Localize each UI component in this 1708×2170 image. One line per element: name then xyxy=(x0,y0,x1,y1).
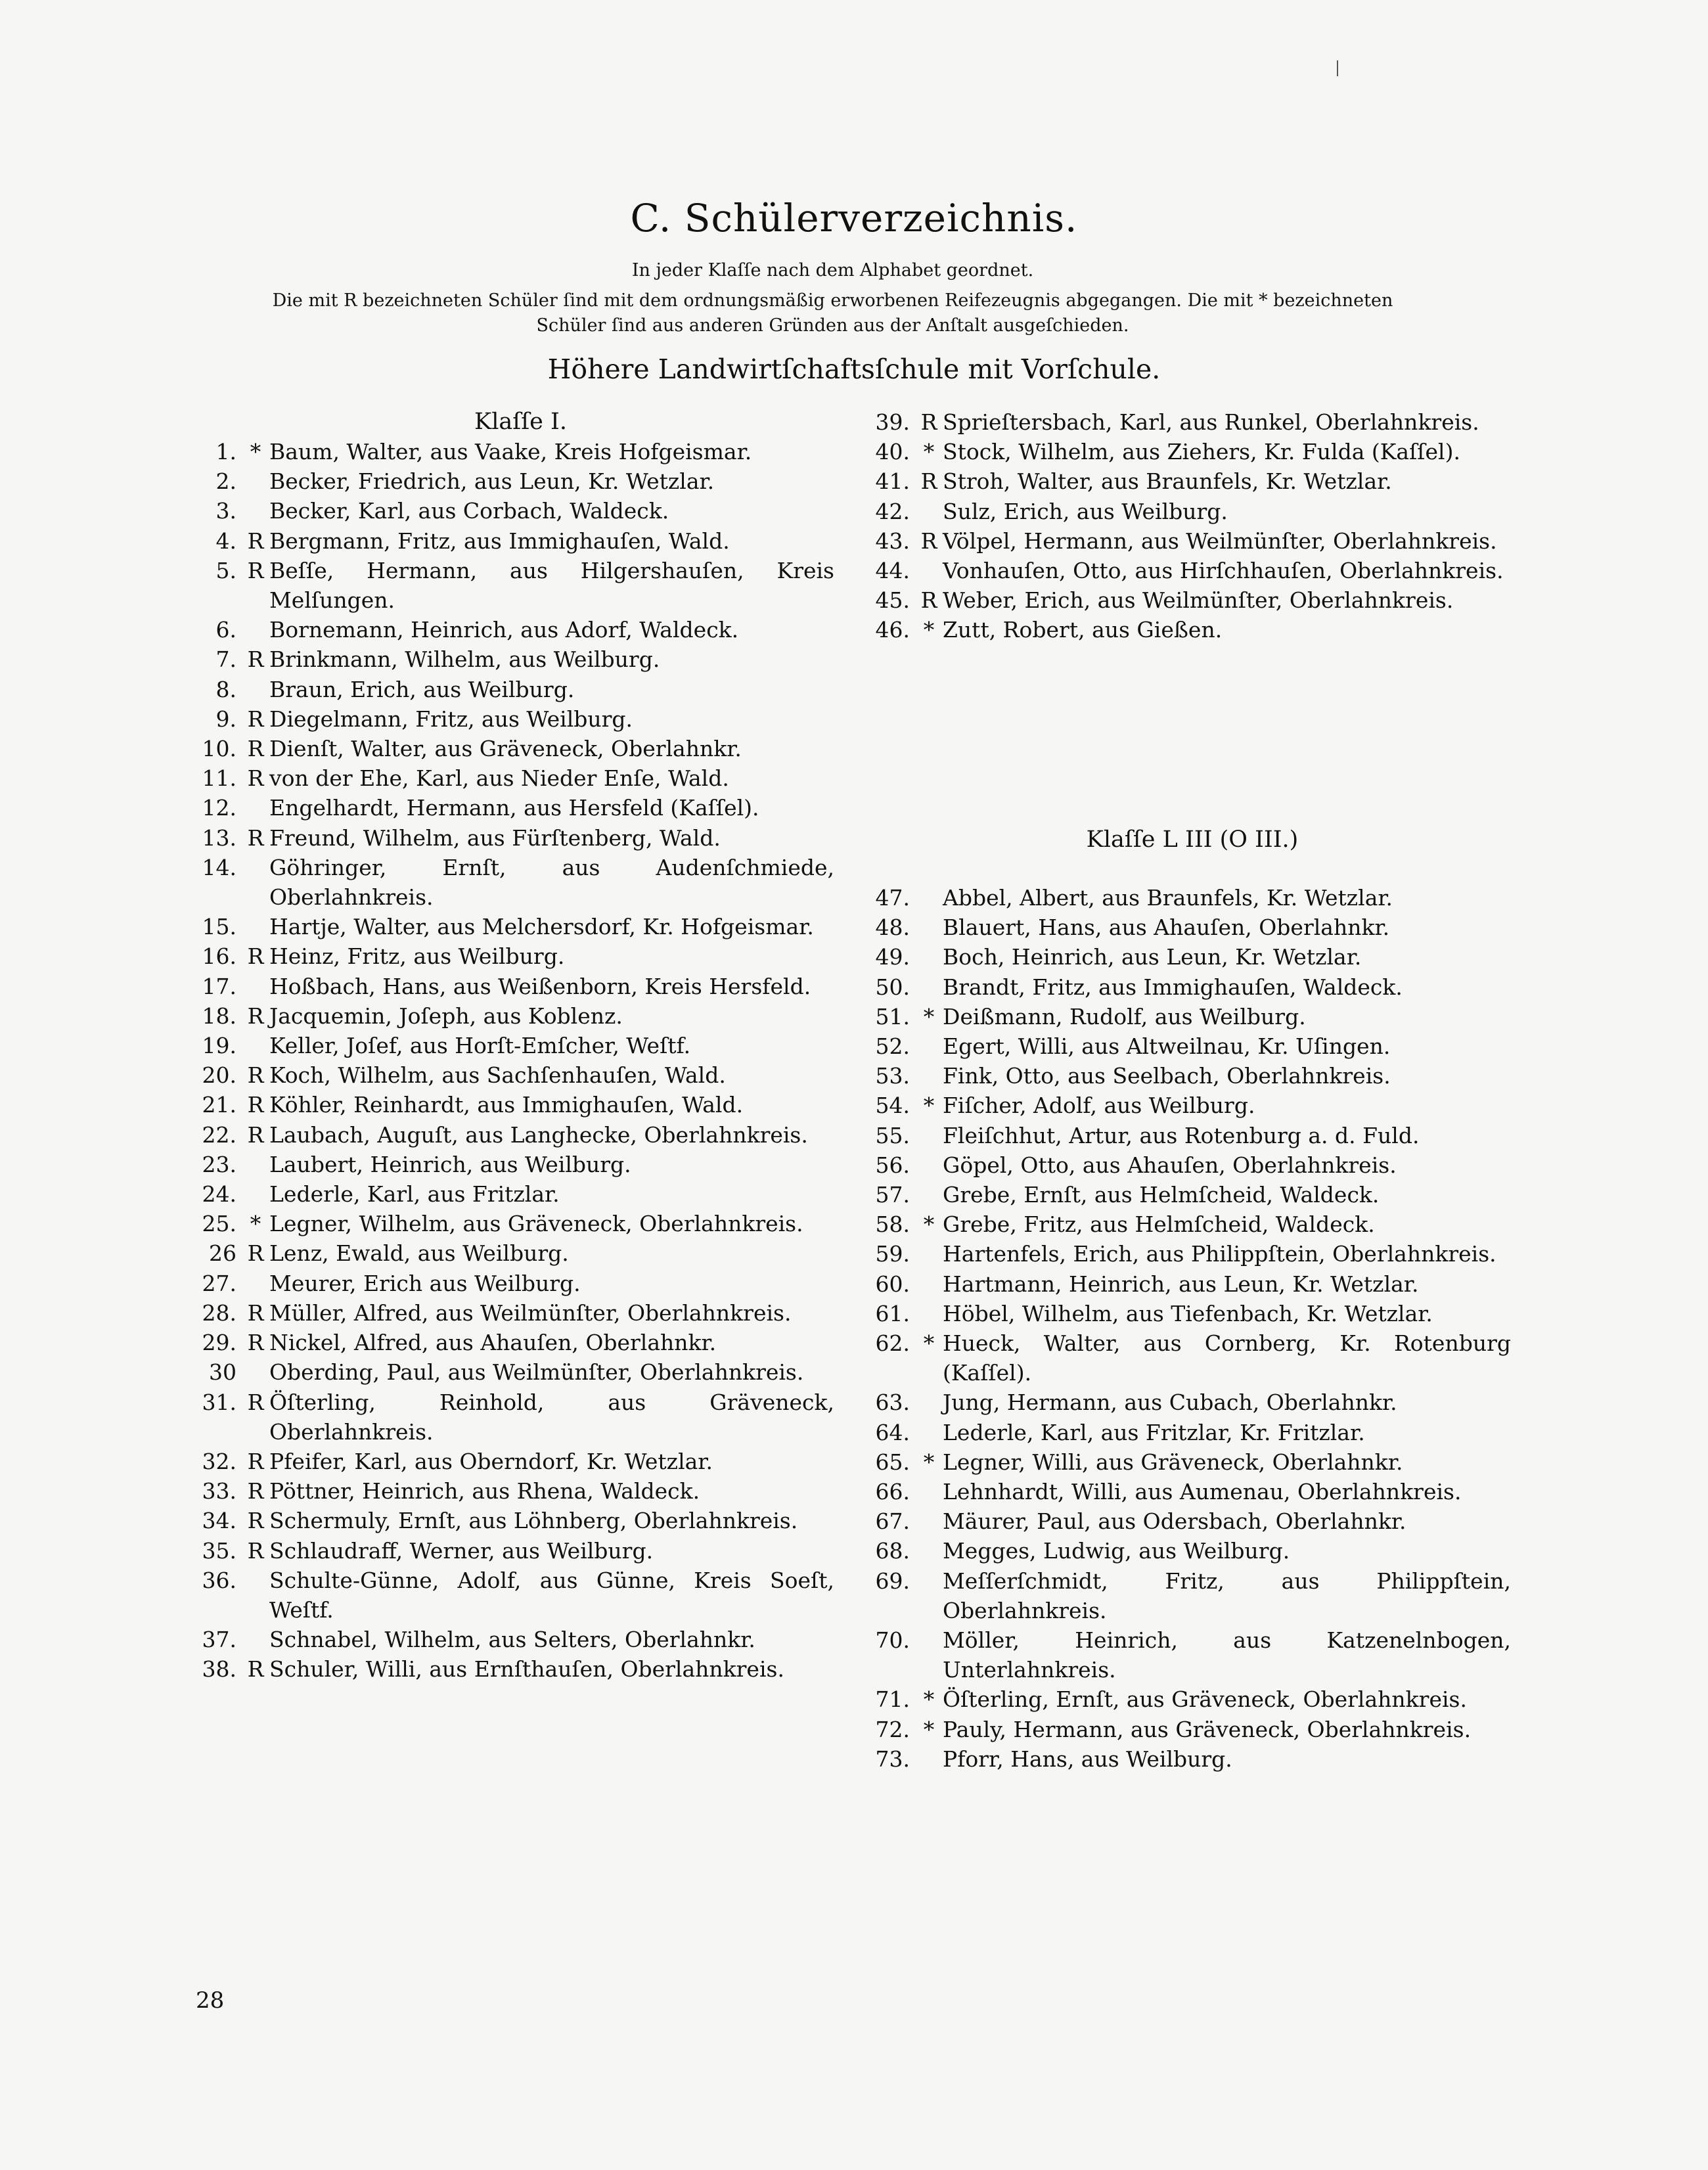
entry-number: 2. xyxy=(215,468,236,495)
student-entry xyxy=(197,1566,834,1625)
entry-text: Brandt, Fritz, aus Immighauſen, Waldeck. xyxy=(943,974,1403,1000)
student-entry xyxy=(197,1238,834,1268)
entry-number: 46. xyxy=(875,617,910,643)
entry-text: Grebe, Ernſt, aus Helmſcheid, Waldeck. xyxy=(943,1182,1380,1208)
entry-number: 43. xyxy=(875,528,910,554)
entry-mark: * xyxy=(923,1093,935,1119)
page-title: C. Schülerverzeichnis. xyxy=(630,196,1078,240)
entry-number: 38. xyxy=(202,1656,236,1683)
entry-number: 62. xyxy=(875,1330,910,1357)
entry-mark: R xyxy=(247,765,264,792)
student-entry xyxy=(870,556,1511,585)
student-entry xyxy=(870,1418,1511,1447)
student-entry xyxy=(197,941,834,971)
entry-text: Sulz, Erich, aus Weilburg. xyxy=(943,498,1228,524)
entry-mark: R xyxy=(247,736,264,762)
entry-number: 36. xyxy=(202,1567,236,1593)
entry-number: 73. xyxy=(875,1746,910,1772)
entry-text: Bornemann, Heinrich, aus Adorf, Waldeck. xyxy=(269,617,739,643)
entry-text: Hartmann, Heinrich, aus Leun, Kr. Wetzlar. xyxy=(943,1271,1419,1297)
entry-number: 68. xyxy=(875,1538,910,1564)
entry-number: 56. xyxy=(875,1152,910,1178)
entry-number: 41. xyxy=(875,468,910,495)
entry-text: Göpel, Otto, aus Ahauſen, Oberlahnkreis. xyxy=(943,1152,1397,1178)
entry-mark: R xyxy=(247,1537,264,1564)
student-list-left xyxy=(197,437,834,1684)
note-line-1: In jeder Klaſſe nach dem Alphabet geordnet. xyxy=(631,260,1034,281)
entry-text: Abbel, Albert, aus Braunfels, Kr. Wetzlar. xyxy=(943,885,1393,911)
student-entry xyxy=(197,1476,834,1506)
entry-text: Jacquemin, Joſeph, aus Koblenz. xyxy=(269,1003,623,1029)
entry-mark: * xyxy=(250,439,261,464)
entry-number: 20. xyxy=(202,1062,236,1089)
class-1-heading: Klaſſe I. xyxy=(474,409,567,435)
entry-mark: R xyxy=(247,557,264,583)
entry-text: Beſſe, Hermann, aus Hilgershauſen, Kreis Melſungen. xyxy=(269,557,834,614)
entry-number: 59. xyxy=(875,1241,910,1267)
entry-text: Meſſerſchmidt, Fritz, aus Philippſtein, Oberlahnkreis. xyxy=(943,1568,1511,1623)
student-entry xyxy=(197,466,834,496)
student-entry xyxy=(870,1269,1511,1299)
entry-number: 19. xyxy=(202,1033,236,1059)
entry-text: Höbel, Wilhelm, aus Tiefenbach, Kr. Wetzlar. xyxy=(943,1300,1433,1326)
entry-number: 21. xyxy=(202,1092,236,1118)
entry-text: Mäurer, Paul, aus Odersbach, Oberlahnkr. xyxy=(943,1508,1406,1535)
entry-number: 48. xyxy=(875,915,910,941)
entry-number: 8. xyxy=(215,676,236,702)
entry-number: 63. xyxy=(875,1390,910,1416)
entry-number: 71. xyxy=(875,1686,910,1713)
entry-number: 33. xyxy=(202,1478,236,1504)
student-entry xyxy=(870,1239,1511,1269)
entry-number: 54. xyxy=(875,1093,910,1119)
student-entry xyxy=(870,1684,1511,1714)
entry-mark: R xyxy=(247,1389,264,1415)
entry-text: Jung, Hermann, aus Cubach, Oberlahnkr. xyxy=(943,1390,1397,1416)
entry-text: Baum, Walter, aus Vaake, Kreis Hofgeismar. xyxy=(269,439,752,464)
entry-text: Legner, Wilhelm, aus Gräveneck, Oberlahnkreis. xyxy=(269,1211,803,1237)
entry-number: 27. xyxy=(202,1270,236,1296)
student-entry xyxy=(197,1328,834,1357)
student-entry xyxy=(197,1506,834,1535)
entry-text: Fink, Otto, aus Seelbach, Oberlahnkreis. xyxy=(943,1063,1391,1089)
entry-text: Schlaudraff, Werner, aus Weilburg. xyxy=(269,1537,654,1564)
entry-number: 30 xyxy=(209,1359,236,1386)
student-entry xyxy=(870,1002,1511,1031)
entry-number: 5. xyxy=(215,557,236,583)
student-entry xyxy=(870,1150,1511,1180)
entry-mark: * xyxy=(923,1449,935,1475)
entry-text: Lederle, Karl, aus Fritzlar, Kr. Fritzlar. xyxy=(943,1419,1365,1445)
entry-text: Egert, Willi, aus Altweilnau, Kr. Uſingen. xyxy=(943,1033,1391,1060)
entry-number: 69. xyxy=(875,1568,910,1594)
entry-number: 44. xyxy=(875,558,910,584)
entry-number: 6. xyxy=(215,617,236,643)
entry-text: Lenz, Ewald, aus Weilburg. xyxy=(269,1240,569,1267)
entry-text: Bergmann, Fritz, aus Immighauſen, Wald. xyxy=(269,528,730,554)
student-entry xyxy=(870,437,1511,466)
entry-number: 13. xyxy=(202,825,236,851)
entry-number: 4. xyxy=(215,528,236,554)
entry-mark: * xyxy=(923,1211,935,1238)
student-entry xyxy=(870,1744,1511,1774)
entry-number: 55. xyxy=(875,1122,910,1148)
student-entry xyxy=(197,1150,834,1179)
student-entry xyxy=(870,1447,1511,1477)
entry-mark: * xyxy=(923,1330,935,1357)
entry-mark: * xyxy=(250,1211,261,1237)
entry-text: Blauert, Hans, aus Ahauſen, Oberlahnkr. xyxy=(943,915,1390,941)
student-entry xyxy=(870,883,1511,913)
print-speck xyxy=(1337,60,1338,76)
entry-text: Weber, Erich, aus Weilmünſter, Oberlahnkreis. xyxy=(943,587,1454,614)
entry-mark: R xyxy=(247,1062,264,1089)
student-entry xyxy=(197,526,834,556)
student-entry xyxy=(870,1536,1511,1566)
entry-number: 22. xyxy=(202,1121,236,1148)
entry-number: 51. xyxy=(875,1003,910,1029)
entry-number: 61. xyxy=(875,1300,910,1326)
entry-text: Dienſt, Walter, aus Gräveneck, Oberlahnkr. xyxy=(269,736,742,762)
entry-text: Stock, Wilhelm, aus Ziehers, Kr. Fulda (Kaſſel). xyxy=(943,439,1460,465)
student-entry xyxy=(870,1180,1511,1209)
entry-text: Megges, Ludwig, aus Weilburg. xyxy=(943,1538,1290,1564)
student-entry xyxy=(197,644,834,674)
entry-mark: R xyxy=(920,468,937,495)
entry-mark: R xyxy=(247,1656,264,1683)
entry-number: 29. xyxy=(202,1330,236,1356)
entry-text: Stroh, Walter, aus Braunfels, Kr. Wetzlar. xyxy=(943,468,1392,495)
student-entry xyxy=(197,675,834,704)
student-entry xyxy=(197,793,834,823)
entry-mark: R xyxy=(247,1330,264,1356)
entry-number: 52. xyxy=(875,1033,910,1060)
entry-text: Völpel, Hermann, aus Weilmünſter, Oberlahnkreis. xyxy=(943,528,1497,554)
student-entry xyxy=(870,1121,1511,1150)
entry-mark: * xyxy=(923,1716,935,1742)
student-entry xyxy=(870,1477,1511,1506)
entry-text: Freund, Wilhelm, aus Fürſtenberg, Wald. xyxy=(269,825,721,851)
entry-number: 49. xyxy=(875,944,910,970)
entry-mark: R xyxy=(247,646,264,673)
student-entry xyxy=(870,1061,1511,1091)
entry-number: 28. xyxy=(202,1300,236,1326)
entry-number: 64. xyxy=(875,1419,910,1445)
student-entry xyxy=(197,1536,834,1566)
student-entry xyxy=(197,734,834,763)
student-entry xyxy=(870,1506,1511,1536)
entry-text: Boch, Heinrich, aus Leun, Kr. Wetzlar. xyxy=(943,944,1362,970)
entry-number: 16. xyxy=(202,943,236,970)
entry-number: 39. xyxy=(875,409,910,435)
entry-text: Becker, Karl, aus Corbach, Waldeck. xyxy=(269,498,669,524)
entry-number: 58. xyxy=(875,1211,910,1238)
entry-mark: R xyxy=(247,1300,264,1326)
entry-text: Laubach, Auguſt, aus Langhecke, Oberlahnkreis. xyxy=(269,1121,808,1148)
page-number: 28 xyxy=(196,1987,225,2014)
student-entry xyxy=(197,1120,834,1150)
student-entry xyxy=(197,1090,834,1119)
entry-text: Keller, Joſef, aus Horſt-Emſcher, Weſtf. xyxy=(269,1033,691,1059)
student-entry xyxy=(197,1625,834,1654)
student-entry xyxy=(197,823,834,853)
entry-text: Engelhardt, Hermann, aus Hersfeld (Kaſſel). xyxy=(269,795,759,821)
entry-text: von der Ehe, Karl, aus Nieder Enſe, Wald. xyxy=(269,765,729,792)
entry-number: 25. xyxy=(202,1211,236,1237)
entry-number: 12. xyxy=(202,795,236,821)
student-entry xyxy=(870,1299,1511,1328)
entry-number: 35. xyxy=(202,1537,236,1564)
entry-number: 67. xyxy=(875,1508,910,1535)
entry-text: Becker, Friedrich, aus Leun, Kr. Wetzlar. xyxy=(269,468,715,495)
entry-number: 15. xyxy=(202,914,236,940)
entry-text: Köhler, Reinhardt, aus Immighauſen, Wald. xyxy=(269,1092,744,1118)
entry-number: 10. xyxy=(202,736,236,762)
student-entry xyxy=(197,1269,834,1298)
entry-text: Pfeifer, Karl, aus Oberndorf, Kr. Wetzlar. xyxy=(269,1448,713,1474)
entry-number: 57. xyxy=(875,1182,910,1208)
entry-text: Schnabel, Wilhelm, aus Selters, Oberlahnkr. xyxy=(269,1627,755,1653)
student-entry xyxy=(870,942,1511,972)
student-entry xyxy=(197,1001,834,1031)
entry-number: 65. xyxy=(875,1449,910,1475)
entry-text: Fiſcher, Adolf, aus Weilburg. xyxy=(943,1093,1255,1119)
entry-mark: R xyxy=(247,1448,264,1474)
entry-text: Möller, Heinrich, aus Katzenelnbogen, Unterlahnkreis. xyxy=(943,1627,1511,1683)
student-entry xyxy=(870,1388,1511,1417)
student-entry xyxy=(197,615,834,644)
entry-number: 18. xyxy=(202,1003,236,1029)
entry-number: 26 xyxy=(209,1240,236,1267)
entry-text: Pöttner, Heinrich, aus Rhena, Waldeck. xyxy=(269,1478,700,1504)
entry-number: 32. xyxy=(202,1448,236,1474)
entry-number: 72. xyxy=(875,1716,910,1742)
student-entry xyxy=(870,615,1511,644)
entry-text: Hartje, Walter, aus Melchersdorf, Kr. Hofgeismar. xyxy=(269,914,814,940)
entry-number: 60. xyxy=(875,1271,910,1297)
entry-text: Öſterling, Reinhold, aus Gräveneck, Oberlahnkreis. xyxy=(269,1389,834,1445)
entry-text: Öſterling, Ernſt, aus Gräveneck, Oberlahnkreis. xyxy=(943,1686,1467,1713)
student-entry xyxy=(870,1625,1511,1684)
entry-mark: * xyxy=(923,617,935,643)
student-entry xyxy=(870,1566,1511,1625)
entry-text: Braun, Erich, aus Weilburg. xyxy=(269,676,575,702)
entry-mark: * xyxy=(923,1686,935,1713)
entry-mark: R xyxy=(247,1121,264,1148)
entry-text: Diegelmann, Fritz, aus Weilburg. xyxy=(269,706,633,732)
entry-text: Zutt, Robert, aus Gießen. xyxy=(943,617,1223,643)
note-line-2: Die mit R bezeichneten Schüler ſind mit dem ordnungsmäßig erworbenen Reifezeugnis abgegangen. Die mit * bezeichneten xyxy=(272,290,1393,311)
entry-text: Schermuly, Ernſt, aus Löhnberg, Oberlahnkreis. xyxy=(269,1508,798,1534)
student-entry xyxy=(197,1298,834,1328)
entry-text: Fleiſchhut, Artur, aus Rotenburg a. d. Fuld. xyxy=(943,1122,1420,1148)
student-entry xyxy=(870,585,1511,615)
entry-number: 50. xyxy=(875,974,910,1000)
entry-number: 53. xyxy=(875,1063,910,1089)
student-entry xyxy=(197,1179,834,1209)
entry-text: Pforr, Hans, aus Weilburg. xyxy=(943,1746,1232,1772)
entry-text: Hueck, Walter, aus Cornberg, Kr. Rotenburg (Kaſſel). xyxy=(943,1330,1511,1386)
student-entry xyxy=(197,1447,834,1476)
entry-number: 17. xyxy=(202,973,236,999)
entry-mark: R xyxy=(247,1508,264,1534)
entry-text: Lederle, Karl, aus Fritzlar. xyxy=(269,1181,560,1208)
entry-number: 1. xyxy=(215,439,236,464)
entry-number: 47. xyxy=(875,885,910,911)
entry-text: Koch, Wilhelm, aus Sachſenhauſen, Wald. xyxy=(269,1062,726,1089)
entry-number: 40. xyxy=(875,439,910,465)
entry-text: Laubert, Heinrich, aus Weilburg. xyxy=(269,1151,631,1177)
entry-text: Schulte-Günne, Adolf, aus Günne, Kreis Soeſt, Weſtf. xyxy=(269,1567,834,1623)
student-list-right-class-2 xyxy=(870,883,1511,1774)
class-2-heading: Klaſſe L III (O III.) xyxy=(1086,826,1299,853)
student-entry xyxy=(197,912,834,941)
entry-mark: R xyxy=(247,528,264,554)
student-entry xyxy=(870,526,1511,556)
entry-number: 45. xyxy=(875,587,910,614)
note-line-3: Schüler ſind aus anderen Gründen aus der Anſtalt ausgeſchieden. xyxy=(536,315,1129,336)
student-entry xyxy=(870,1209,1511,1239)
entry-mark: R xyxy=(247,943,264,970)
entry-number: 37. xyxy=(202,1627,236,1653)
entry-mark: R xyxy=(247,706,264,732)
student-entry xyxy=(197,972,834,1001)
entry-text: Müller, Alfred, aus Weilmünſter, Oberlahnkreis. xyxy=(269,1300,792,1326)
student-entry xyxy=(197,853,834,912)
entry-mark: R xyxy=(920,587,937,614)
entry-mark: R xyxy=(247,1240,264,1267)
entry-text: Brinkmann, Wilhelm, aus Weilburg. xyxy=(269,646,660,673)
student-entry xyxy=(870,1715,1511,1744)
student-entry xyxy=(197,1388,834,1447)
student-entry xyxy=(197,437,834,466)
entry-number: 34. xyxy=(202,1508,236,1534)
student-entry xyxy=(197,1031,834,1060)
entry-number: 9. xyxy=(215,706,236,732)
student-entry xyxy=(870,1091,1511,1120)
entry-text: Grebe, Fritz, aus Helmſcheid, Waldeck. xyxy=(943,1211,1375,1238)
entry-number: 66. xyxy=(875,1479,910,1505)
student-entry xyxy=(197,1654,834,1684)
entry-number: 14. xyxy=(202,854,236,880)
entry-text: Hoßbach, Hans, aus Weißenborn, Kreis Hersfeld. xyxy=(269,973,811,999)
student-entry xyxy=(870,1328,1511,1388)
student-entry xyxy=(197,704,834,734)
entry-mark: R xyxy=(247,825,264,851)
student-entry xyxy=(870,466,1511,496)
entry-mark: R xyxy=(247,1003,264,1029)
entry-number: 11. xyxy=(202,765,236,792)
entry-text: Deißmann, Rudolf, aus Weilburg. xyxy=(943,1003,1306,1029)
student-entry xyxy=(870,913,1511,942)
entry-text: Nickel, Alfred, aus Ahauſen, Oberlahnkr. xyxy=(269,1330,717,1356)
student-entry xyxy=(197,556,834,615)
entry-text: Oberding, Paul, aus Weilmünſter, Oberlahnkreis. xyxy=(269,1359,804,1386)
student-entry xyxy=(870,497,1511,526)
entry-mark: * xyxy=(923,1003,935,1029)
entry-text: Pauly, Hermann, aus Gräveneck, Oberlahnkreis. xyxy=(943,1716,1472,1742)
entry-number: 24. xyxy=(202,1181,236,1208)
entry-number: 7. xyxy=(215,646,236,673)
entry-number: 42. xyxy=(875,498,910,524)
entry-text: Heinz, Fritz, aus Weilburg. xyxy=(269,943,565,970)
entry-text: Hartenfels, Erich, aus Philippſtein, Oberlahnkreis. xyxy=(943,1241,1496,1267)
entry-mark: R xyxy=(247,1478,264,1504)
student-entry xyxy=(197,496,834,526)
student-entry xyxy=(870,972,1511,1002)
entry-text: Legner, Willi, aus Gräveneck, Oberlahnkr. xyxy=(943,1449,1403,1475)
entry-text: Schuler, Willi, aus Ernſthauſen, Oberlahnkreis. xyxy=(269,1656,784,1683)
student-entry xyxy=(870,407,1511,437)
student-entry xyxy=(197,763,834,793)
entry-mark: R xyxy=(920,528,937,554)
school-heading: Höhere Landwirtſchaftsſchule mit Vorſchule. xyxy=(547,353,1161,385)
entry-text: Vonhauſen, Otto, aus Hirſchhauſen, Oberlahnkreis. xyxy=(943,558,1504,584)
entry-text: Lehnhardt, Willi, aus Aumenau, Oberlahnkreis. xyxy=(943,1479,1462,1505)
student-entry xyxy=(197,1209,834,1238)
student-entry xyxy=(197,1060,834,1090)
entry-text: Meurer, Erich aus Weilburg. xyxy=(269,1270,581,1296)
entry-number: 70. xyxy=(875,1627,910,1654)
entry-text: Sprieſtersbach, Karl, aus Runkel, Oberlahnkreis. xyxy=(943,409,1479,435)
student-entry xyxy=(197,1357,834,1387)
entry-mark: R xyxy=(920,409,937,435)
entry-number: 3. xyxy=(215,498,236,524)
entry-number: 23. xyxy=(202,1151,236,1177)
entry-mark: * xyxy=(923,439,935,465)
entry-number: 31. xyxy=(202,1389,236,1415)
student-entry xyxy=(870,1031,1511,1061)
entry-mark: R xyxy=(247,1092,264,1118)
entry-text: Göhringer, Ernſt, aus Audenſchmiede, Oberlahnkreis. xyxy=(269,854,834,911)
student-list-right-class-1 xyxy=(870,407,1511,645)
